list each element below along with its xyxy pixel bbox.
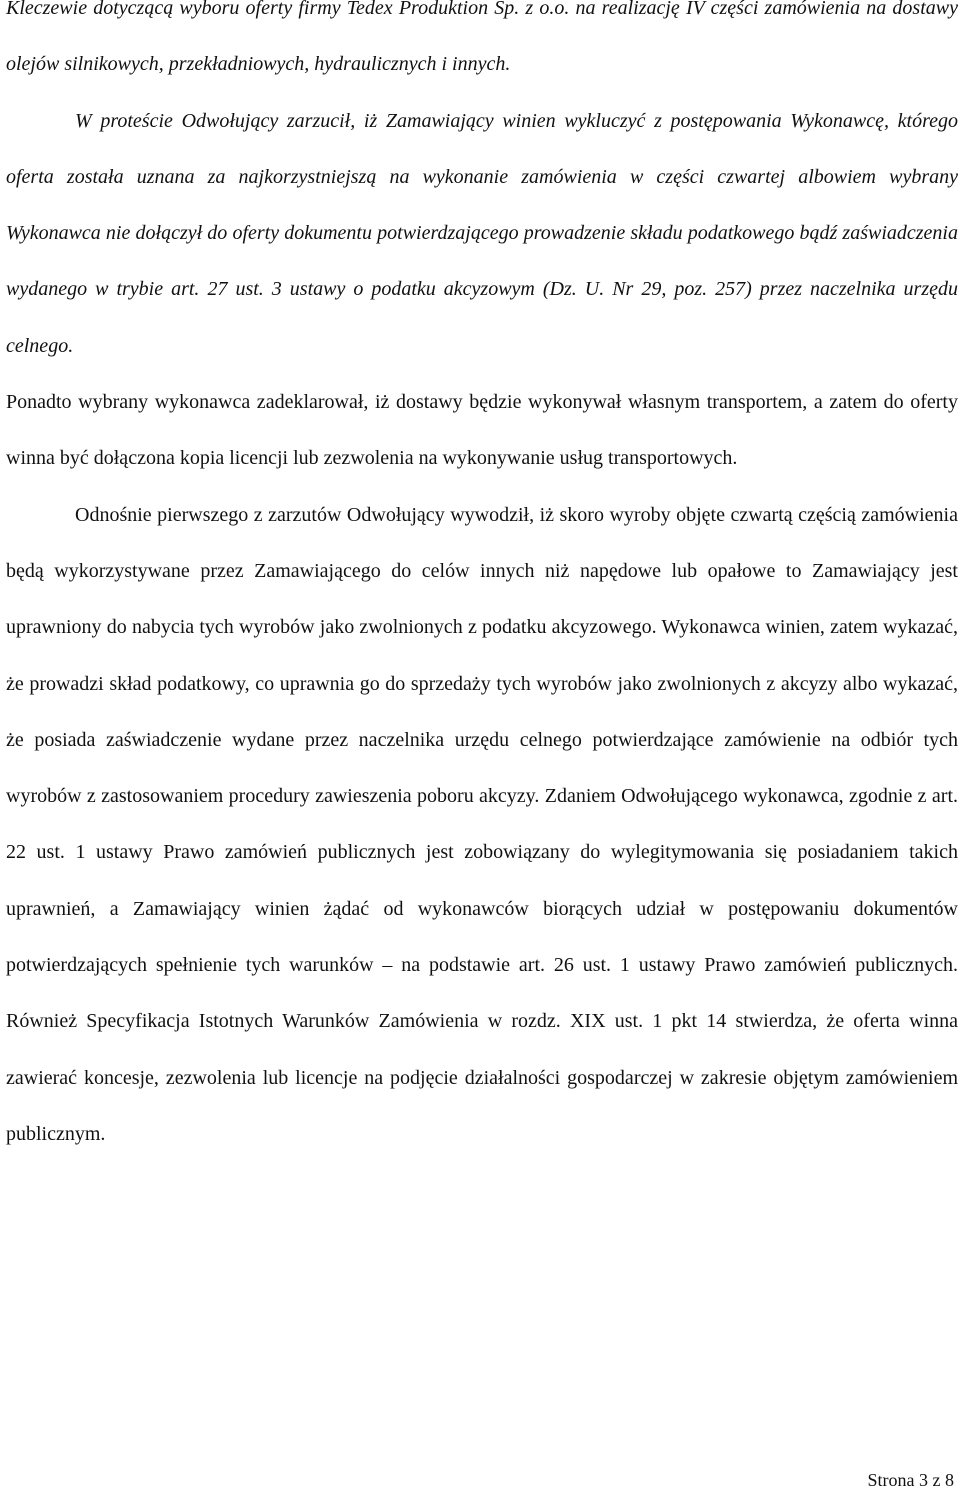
document-body bbox=[6, 0, 958, 1162]
paragraph-3: Ponadto wybrany wykonawca zadeklarował, iż dostawy będzie wykonywał własnym transportem, a zatem do oferty winna być dołączona kopia licencji lub zezwolenia na wykonywanie usług transportowych. bbox=[6, 391, 958, 470]
page-number: Strona 3 z 8 bbox=[867, 1470, 954, 1490]
paragraph-1: Kleczewie dotyczącą wyboru oferty firmy Tedex Produktion Sp. z o.o. na realizację IV części zamówienia na dostawy olejów silnikowych, przekładniowych, hydraulicznych i innych. bbox=[6, 0, 958, 76]
paragraph-4: Odnośnie pierwszego z zarzutów Odwołujący wywodził, iż skoro wyroby objęte czwartą częścią zamówienia będą wykorzystywane przez Zamawiającego do celów innych niż napędowe lub opałowe to Zamawiający jest uprawniony do nabycia tych wyrobów jako zwolnionych z podatku akcyzowego. Wykonawca winien, zatem wykazać, że prowadzi skład podatkowy, co uprawnia go do sprzedaży tych wyrobów jako zwolnionych z akcyzy albo wykazać, że posiada zaświadczenie wydane przez naczelnika urzędu celnego potwierdzające zamówienie na odbiór tych wyrobów z zastosowaniem procedury zawieszenia poboru akcyzy. Zdaniem Odwołującego wykonawca, zgodnie z art. 22 ust. 1 ustawy Prawo zamówień publicznych jest zobowiązany do wylegitymowania się posiadaniem takich uprawnień, a Zamawiający winien żądać od wykonawców biorących udział w postępowaniu dokumentów potwierdzających spełnienie tych warunków – na podstawie art. 26 ust. 1 ustawy Prawo zamówień publicznych. Również Specyfikacja Istotnych Warunków Zamówienia w rozdz. XIX ust. 1 pkt 14 stwierdza, że oferta winna zawierać koncesje, zezwolenia lub licencje na podjęcie działalności gospodarczej w zakresie objętym zamówieniem publicznym. bbox=[6, 503, 958, 1145]
paragraph-2: W proteście Odwołujący zarzucił, iż Zamawiający winien wykluczyć z postępowania Wykonawcę, którego oferta została uznana za najkorzystniejszą na wykonanie zamówienia w części czwartej albowiem wybrany Wykonawca nie dołączył do oferty dokumentu potwierdzającego prowadzenie składu podatkowego bądź zaświadczenia wydanego w trybie art. 27 ust. 3 ustawy o podatku akcyzowym (Dz. U. Nr 29, poz. 257) przez naczelnika urzędu celnego. bbox=[6, 109, 958, 357]
